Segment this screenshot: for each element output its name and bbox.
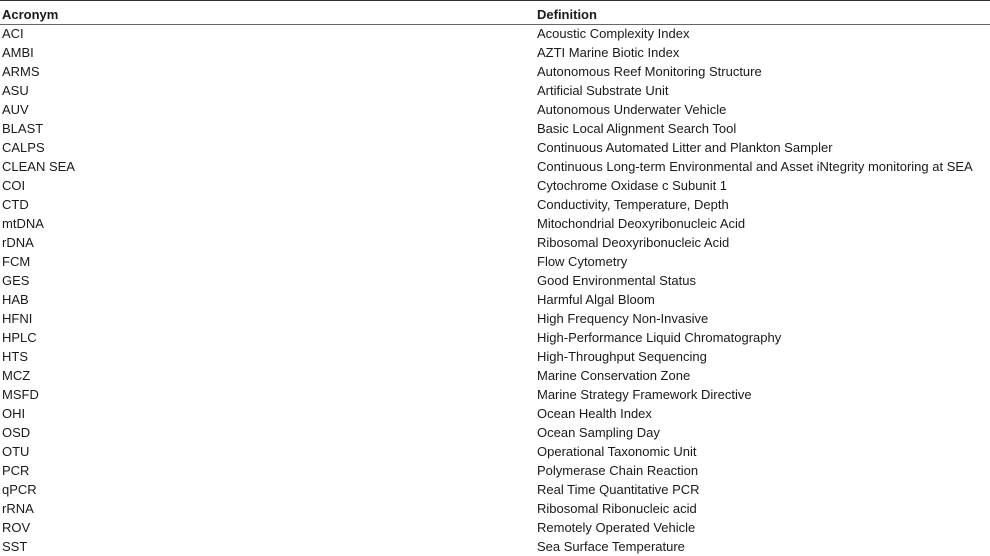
table-row bbox=[0, 290, 990, 309]
acronym-cell: SST bbox=[2, 539, 28, 554]
definition-cell: Basic Local Alignment Search Tool bbox=[537, 121, 737, 136]
table-row bbox=[0, 138, 990, 157]
table-row bbox=[0, 62, 990, 81]
definition-cell: Acoustic Complexity Index bbox=[537, 26, 690, 41]
definition-cell: High Frequency Non-Invasive bbox=[537, 311, 709, 326]
definition-cell: High-Performance Liquid Chromatography bbox=[537, 330, 782, 345]
table-row bbox=[0, 404, 990, 423]
acronym-cell: CALPS bbox=[2, 140, 45, 155]
table-row bbox=[0, 195, 990, 214]
table-row bbox=[0, 309, 990, 328]
definition-cell: Good Environmental Status bbox=[537, 273, 696, 288]
definition-cell: Ribosomal Deoxyribonucleic Acid bbox=[537, 235, 730, 250]
table-row bbox=[0, 81, 990, 100]
definition-cell: Flow Cytometry bbox=[537, 254, 628, 269]
table-row bbox=[0, 423, 990, 442]
acronym-cell: AMBI bbox=[2, 45, 34, 60]
acronym-cell: GES bbox=[2, 273, 30, 288]
acronym-cell: ARMS bbox=[2, 64, 40, 79]
acronym-cell: OSD bbox=[2, 425, 31, 440]
table-row bbox=[0, 119, 990, 138]
acronym-cell: HFNI bbox=[2, 311, 33, 326]
acronym-cell: OTU bbox=[2, 444, 30, 459]
table-top-rule bbox=[0, 0, 990, 1]
table-row bbox=[0, 442, 990, 461]
table-row bbox=[0, 347, 990, 366]
definition-cell: Marine Strategy Framework Directive bbox=[537, 387, 752, 402]
acronym-cell: HPLC bbox=[2, 330, 37, 345]
definition-cell: Harmful Algal Bloom bbox=[537, 292, 655, 307]
acronym-cell: mtDNA bbox=[2, 216, 44, 231]
definition-cell: Autonomous Underwater Vehicle bbox=[537, 102, 727, 117]
table-row bbox=[0, 385, 990, 404]
acronym-cell: qPCR bbox=[2, 482, 37, 497]
table-row bbox=[0, 518, 990, 537]
acronym-cell: ASU bbox=[2, 83, 29, 98]
table-row bbox=[0, 176, 990, 195]
definition-cell: Ocean Sampling Day bbox=[537, 425, 660, 440]
definition-cell: Continuous Automated Litter and Plankton Sampler bbox=[537, 140, 833, 155]
definition-cell: Operational Taxonomic Unit bbox=[537, 444, 697, 459]
acronym-cell: rDNA bbox=[2, 235, 34, 250]
header-definition: Definition bbox=[537, 7, 597, 22]
acronym-cell: MSFD bbox=[2, 387, 39, 402]
table-row bbox=[0, 233, 990, 252]
table-row bbox=[0, 100, 990, 119]
definition-cell: Sea Surface Temperature bbox=[537, 539, 685, 554]
table-row bbox=[0, 461, 990, 480]
definition-cell: Autonomous Reef Monitoring Structure bbox=[537, 64, 762, 79]
definition-cell: AZTI Marine Biotic Index bbox=[537, 45, 680, 60]
acronym-cell: rRNA bbox=[2, 501, 34, 516]
definition-cell: Ocean Health Index bbox=[537, 406, 652, 421]
definition-cell: Cytochrome Oxidase c Subunit 1 bbox=[537, 178, 728, 193]
header-acronym: Acronym bbox=[2, 7, 59, 22]
acronym-cell: OHI bbox=[2, 406, 26, 421]
acronym-cell: ROV bbox=[2, 520, 31, 535]
table-row bbox=[0, 157, 990, 176]
definition-cell: Artificial Substrate Unit bbox=[537, 83, 669, 98]
acronym-cell: HAB bbox=[2, 292, 29, 307]
table-row bbox=[0, 328, 990, 347]
acronym-cell: PCR bbox=[2, 463, 30, 478]
definition-cell: High-Throughput Sequencing bbox=[537, 349, 707, 364]
definition-cell: Continuous Long-term Environmental and Asset iNtegrity monitoring at SEA bbox=[537, 159, 973, 174]
definition-cell: Marine Conservation Zone bbox=[537, 368, 691, 383]
acronym-cell: BLAST bbox=[2, 121, 44, 136]
acronym-cell: CTD bbox=[2, 197, 29, 212]
table-row bbox=[0, 214, 990, 233]
acronym-cell: COI bbox=[2, 178, 26, 193]
definition-cell: Polymerase Chain Reaction bbox=[537, 463, 699, 478]
table-header-row bbox=[0, 5, 990, 24]
definition-cell: Remotely Operated Vehicle bbox=[537, 520, 696, 535]
table-row bbox=[0, 537, 990, 556]
table-row bbox=[0, 499, 990, 518]
table-row bbox=[0, 24, 990, 43]
table-row bbox=[0, 43, 990, 62]
table-row bbox=[0, 480, 990, 499]
definition-cell: Mitochondrial Deoxyribonucleic Acid bbox=[537, 216, 746, 231]
table-row bbox=[0, 252, 990, 271]
acronym-cell: CLEAN SEA bbox=[2, 159, 75, 174]
definition-cell: Ribosomal Ribonucleic acid bbox=[537, 501, 697, 516]
definition-cell: Conductivity, Temperature, Depth bbox=[537, 197, 729, 212]
acronym-cell: FCM bbox=[2, 254, 31, 269]
acronym-cell: MCZ bbox=[2, 368, 31, 383]
acronym-cell: ACI bbox=[2, 26, 24, 41]
acronym-cell: AUV bbox=[2, 102, 29, 117]
table-row bbox=[0, 271, 990, 290]
table-row bbox=[0, 366, 990, 385]
acronym-cell: HTS bbox=[2, 349, 28, 364]
definition-cell: Real Time Quantitative PCR bbox=[537, 482, 700, 497]
